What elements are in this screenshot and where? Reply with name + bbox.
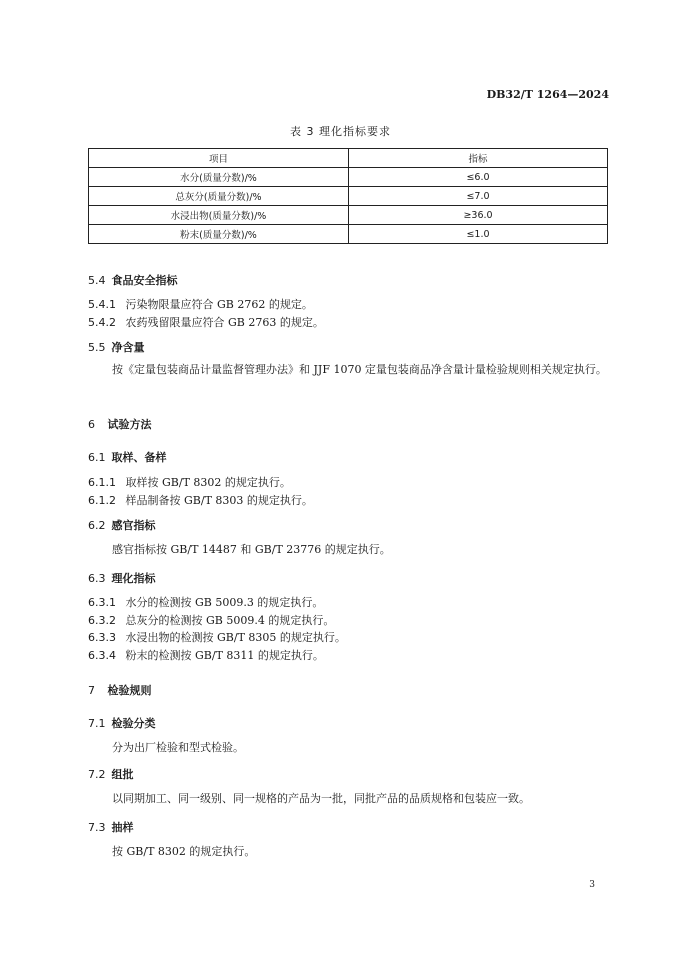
table-cell-item: 水分(质量分数)/%	[89, 168, 349, 187]
heading-6-2	[88, 517, 156, 533]
heading-7	[88, 682, 152, 698]
clause-6-1-1	[88, 474, 291, 490]
table-cell-item: 总灰分(质量分数)/%	[89, 187, 349, 206]
table-header-row	[89, 149, 608, 168]
clause-text: 污染物限量应符合 GB 2762 的规定。	[125, 298, 313, 311]
clause-6-3-2	[88, 612, 334, 628]
heading-5-5	[88, 339, 145, 355]
heading-number: 7.1	[88, 717, 106, 730]
clause-number: 6.3.1	[88, 596, 116, 609]
table-row	[89, 206, 608, 225]
heading-title: 检验规则	[107, 684, 152, 697]
heading-number: 7.3	[88, 821, 106, 834]
clause-number: 5.4.2	[88, 316, 116, 329]
clause-6-3-1	[88, 594, 323, 610]
heading-5-4	[88, 272, 178, 288]
heading-title: 理化指标	[111, 572, 156, 585]
clause-5-4-2	[88, 314, 324, 330]
clause-6-3-3	[88, 629, 346, 645]
heading-number: 7	[88, 684, 95, 697]
heading-title: 食品安全指标	[111, 274, 178, 287]
clause-number: 6.3.3	[88, 631, 116, 644]
heading-7-3	[88, 819, 134, 835]
table-row	[89, 187, 608, 206]
clause-number: 6.3.2	[88, 614, 116, 627]
heading-title: 试验方法	[107, 418, 152, 431]
heading-6	[88, 416, 152, 432]
heading-title: 检验分类	[111, 717, 156, 730]
clause-5-4-1	[88, 296, 313, 312]
heading-title: 感官指标	[111, 519, 156, 532]
heading-title: 净含量	[111, 341, 145, 354]
table-cell-value: ≤6.0	[349, 168, 608, 187]
clause-text: 总灰分的检测按 GB 5009.4 的规定执行。	[125, 614, 335, 627]
clause-6-1-2	[88, 492, 313, 508]
clause-text: 取样按 GB/T 8302 的规定执行。	[125, 476, 291, 489]
heading-7-1	[88, 715, 156, 731]
table-cell-value: ≤7.0	[349, 187, 608, 206]
table-cell-value: ≤1.0	[349, 225, 608, 244]
heading-number: 6.2	[88, 519, 106, 532]
table-cell-item: 粉末(质量分数)/%	[89, 225, 349, 244]
heading-7-2	[88, 766, 134, 782]
heading-title: 取样、备样	[111, 451, 167, 464]
heading-title: 抽样	[111, 821, 134, 834]
heading-number: 6.1	[88, 451, 106, 464]
table-cell-item: 水浸出物(质量分数)/%	[89, 206, 349, 225]
table-row	[89, 225, 608, 244]
clause-number: 6.1.2	[88, 494, 116, 507]
clause-number: 6.3.4	[88, 649, 116, 662]
clause-text: 水分的检测按 GB 5009.3 的规定执行。	[125, 596, 324, 609]
table-cell-value: ≥36.0	[349, 206, 608, 225]
clause-text: 水浸出物的检测按 GB/T 8305 的规定执行。	[125, 631, 346, 644]
page-number: 3	[589, 880, 595, 890]
table-header-index: 指标	[349, 149, 608, 168]
clause-text: 样品制备按 GB/T 8303 的规定执行。	[125, 494, 313, 507]
table-row	[89, 168, 608, 187]
clause-number: 5.4.1	[88, 298, 116, 311]
clause-6-3-4	[88, 647, 324, 663]
heading-number: 6	[88, 418, 95, 431]
clause-number: 6.1.1	[88, 476, 116, 489]
paragraph-7-2: 以同期加工、同一级别、同一规格的产品为一批，同批产品的品质规格和包装应一致。	[112, 792, 530, 805]
clause-text: 农药残留限量应符合 GB 2763 的规定。	[125, 316, 324, 329]
clause-text: 粉末的检测按 GB/T 8311 的规定执行。	[125, 649, 324, 662]
paragraph-7-1: 分为出厂检验和型式检验。	[112, 741, 244, 754]
heading-number: 5.5	[88, 341, 106, 354]
paragraph-5-5: 按《定量包装商品计量监督管理办法》和 JJF 1070 定量包装商品净含量计量检验规则相关规定执行。	[112, 363, 607, 376]
table-title: 表 3 理化指标要求	[290, 125, 391, 138]
document-id: DB32/T 1264—2024	[486, 88, 609, 101]
paragraph-7-3: 按 GB/T 8302 的规定执行。	[112, 845, 256, 858]
heading-number: 6.3	[88, 572, 106, 585]
physicochemical-table	[88, 148, 608, 244]
heading-title: 组批	[111, 768, 134, 781]
heading-6-1	[88, 449, 167, 465]
paragraph-6-2: 感官指标按 GB/T 14487 和 GB/T 23776 的规定执行。	[112, 543, 391, 556]
heading-number: 5.4	[88, 274, 106, 287]
table-header-item: 项目	[89, 149, 349, 168]
heading-number: 7.2	[88, 768, 106, 781]
heading-6-3	[88, 570, 156, 586]
